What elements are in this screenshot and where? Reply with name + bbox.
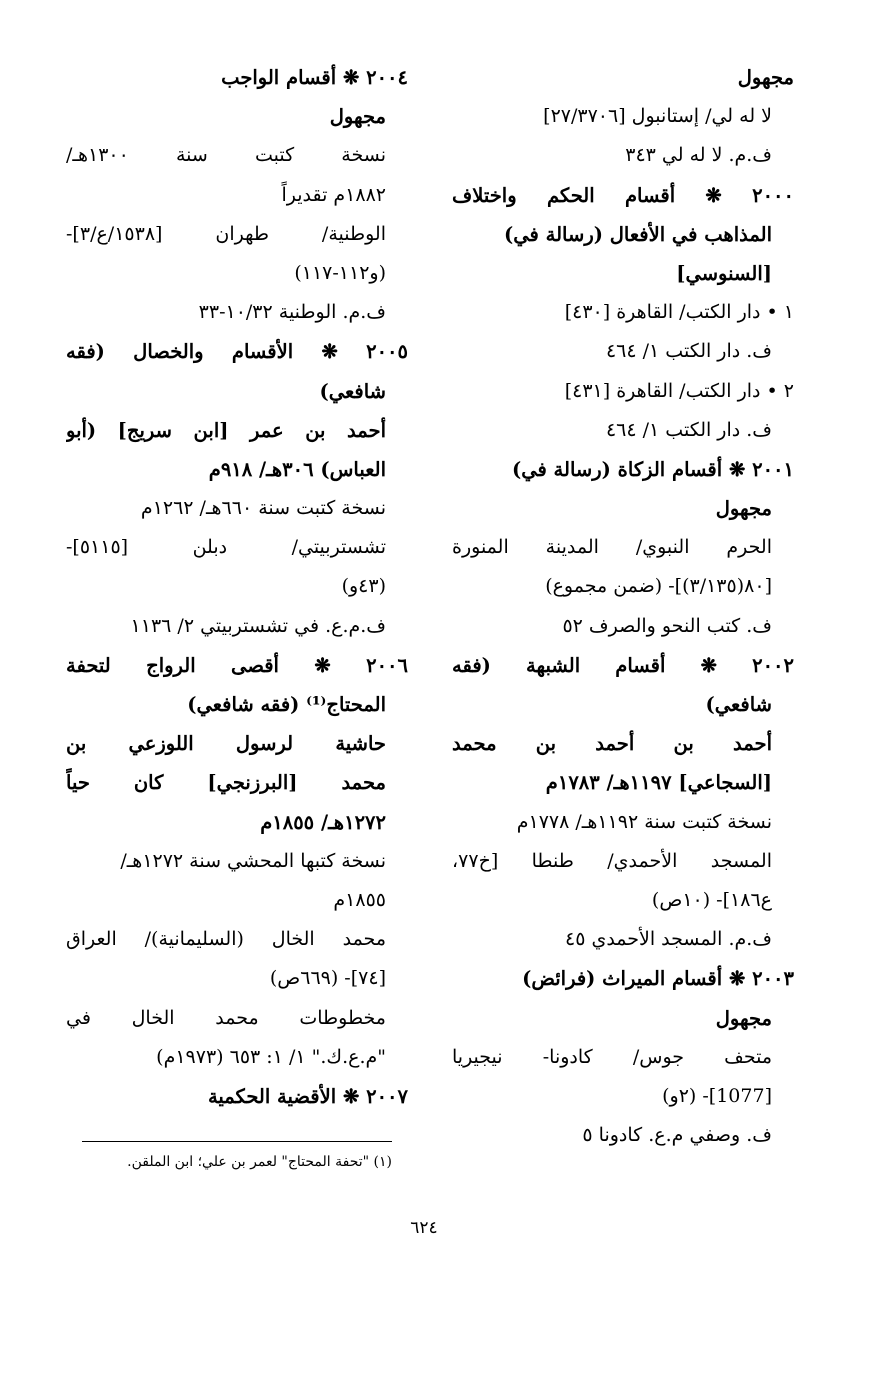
- right-column-line: [1077]- (٢و): [662, 1084, 772, 1107]
- right-column-line: ٢٠٠١ ❋ أقسام الزكاة (رسالة في): [511, 457, 794, 481]
- right-column-line: المذاهب في الأفعال (رسالة في): [504, 222, 772, 246]
- left-column-line: محمد الخال (السليمانية)/ العراق: [66, 928, 386, 951]
- right-column-line: [السجاعي] ١١٩٧هـ/ ١٧٨٣م: [545, 771, 772, 795]
- left-column-line: [٧٤]- (٦٦٩ص): [269, 967, 386, 990]
- right-column-line: مجهول: [715, 1006, 772, 1030]
- left-column-line: "م.ع.ك." ١/ ١: ٦٥٣ (١٩٧٣م): [156, 1045, 386, 1068]
- right-column-line: ف.م. المسجد الأحمدي ٤٥: [564, 928, 772, 951]
- left-column-line: العباس) ٣٠٦هـ/ ٩١٨م: [208, 457, 386, 481]
- right-column: [452, 58, 794, 1155]
- right-column-line: شافعي): [705, 693, 772, 716]
- right-column-line: ف. كتب النحو والصرف ٥٢: [562, 614, 772, 637]
- left-column-line: مجهول: [329, 105, 386, 129]
- right-column-line: ف.م. لا له لي ٣٤٣: [625, 144, 772, 167]
- right-column-line: المسجد الأحمدي/ طنطا [خ٧٧،: [452, 849, 772, 872]
- left-column-line: شافعي): [319, 379, 386, 403]
- right-column-line: [٨٠(٣/١٣٥)]- (ضمن مجموع): [545, 575, 772, 598]
- left-column-line: ١٨٥٥م: [333, 888, 386, 911]
- right-column-line: ف. دار الكتب ١/ ٤٦٤: [605, 418, 772, 441]
- right-column-line: متحف جوس/ كادونا- نيجيريا: [452, 1045, 772, 1068]
- left-column-line: ف.م. الوطنية ١٠/٣٢-٣٣: [198, 301, 386, 324]
- page-number: ٦٢٤: [410, 1218, 438, 1238]
- left-column-line: تشستربيتي/ دبلن [٥١١٥]-: [66, 536, 386, 559]
- footnote: (١) "تحفة المحتاج" لعمر بن علي؛ ابن الملقن.: [127, 1154, 392, 1170]
- left-column-line: الوطنية/ طهران [١٥٣٨/ع/٣]-: [66, 222, 386, 245]
- left-column-line: نسخة كتبت سنة ١٣٠٠هـ/: [66, 144, 386, 167]
- left-column-line: مخطوطات محمد الخال في: [66, 1006, 386, 1029]
- right-column-line: ١ • دار الكتب/ القاهرة [٤٣٠]: [564, 301, 794, 324]
- left-column-line: نسخة كتبها المحشي سنة ١٢٧٢هـ/: [120, 849, 386, 872]
- left-column-line: المحتاج⁽¹⁾ (فقه شافعي): [187, 693, 386, 716]
- left-column-line: ٢٠٠٧ ❋ الأقضية الحكمية: [207, 1084, 408, 1108]
- left-column-line: حاشية لرسول اللوزعي بن: [66, 732, 386, 756]
- right-column-line: ٢٠٠٢ ❋ أقسام الشبهة (فقه: [452, 653, 794, 677]
- left-column-line: ٢٠٠٥ ❋ الأقسام والخصال (فقه: [66, 340, 408, 364]
- left-column-line: ١٨٨٢م تقديراً: [281, 183, 386, 206]
- right-column-line: ٢٠٠٣ ❋ أقسام الميراث (فرائض): [522, 967, 794, 991]
- right-column-line: ع١٨٦]- (١٠ص): [651, 888, 772, 911]
- left-column-line: ف.م.ع. في تشستربيتي ٢/ ١١٣٦: [130, 614, 386, 637]
- right-column-line: ٢٠٠٠ ❋ أقسام الحكم واختلاف: [452, 183, 794, 207]
- right-column-line: نسخة كتبت سنة ١١٩٢هـ/ ١٧٧٨م: [516, 810, 772, 833]
- left-column-line: (٤٣و): [341, 575, 386, 598]
- right-column-line: مجهول: [715, 497, 772, 521]
- footnote-divider: [82, 1141, 392, 1142]
- left-column-line: ١٢٧٢هـ/ ١٨٥٥م: [260, 810, 386, 834]
- right-column-line: الحرم النبوي/ المدينة المنورة: [452, 536, 772, 559]
- left-column-line: محمد [البرزنجي] كان حياً: [66, 771, 386, 795]
- left-column-line: ٢٠٠٦ ❋ أقصى الرواج لتحفة: [66, 653, 408, 677]
- right-column-line: مجهول: [737, 66, 794, 89]
- left-column-line: نسخة كتبت سنة ٦٦٠هـ/ ١٢٦٢م: [140, 497, 386, 520]
- left-column-line: ٢٠٠٤ ❋ أقسام الواجب: [221, 66, 408, 89]
- right-column-line: ٢ • دار الكتب/ القاهرة [٤٣١]: [564, 379, 794, 402]
- right-column-line: أحمد بن أحمد بن محمد: [452, 732, 772, 756]
- left-column-line: (و١١٢-١١٧): [294, 261, 386, 284]
- right-column-line: [السنوسي]: [676, 261, 772, 285]
- right-column-line: ف. وصفي م.ع. كادونا ٥: [582, 1124, 772, 1147]
- right-column-line: ف. دار الكتب ١/ ٤٦٤: [605, 340, 772, 363]
- left-column: [66, 58, 408, 1116]
- left-column-line: أحمد بن عمر [ابن سريج] (أبو: [66, 418, 386, 442]
- right-column-line: لا له لي/ إستانبول [٢٧/٣٧٠٦]: [543, 105, 772, 128]
